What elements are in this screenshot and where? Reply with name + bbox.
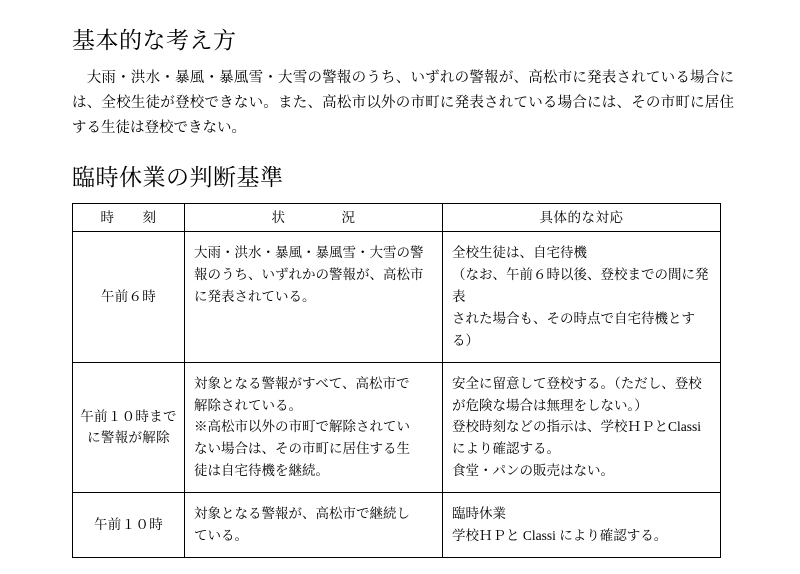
section-heading-closure-criteria: 臨時休業の判断基準	[72, 164, 284, 190]
response-line: （なお、午前６時以後、登校までの間に発表	[452, 267, 709, 305]
row-time-1	[73, 362, 185, 492]
basic-policy-paragraph	[72, 66, 740, 141]
row-time-2: 午前１０時	[73, 493, 185, 558]
row-response-0	[443, 232, 721, 362]
row-response-2	[443, 493, 721, 558]
table-header-condition: 状 況	[185, 203, 443, 232]
time-line: 午前１０時まで	[80, 408, 177, 424]
table-header-time: 時 刻	[73, 203, 185, 232]
condition-line: 対象となる警報が、高松市で継続し	[194, 506, 410, 522]
section-heading-basic-policy: 基本的な考え方	[72, 28, 237, 53]
response-line: 全校生徒は、自宅待機	[452, 245, 587, 261]
table-row	[73, 493, 721, 558]
response-line: 安全に留意して登校する。（ただし、登校	[452, 375, 702, 391]
response-line: された場合も、その時点で自宅待機とする）	[452, 311, 695, 348]
response-line: が危険な場合は無理をしない。）	[452, 397, 648, 413]
response-line: 食堂・パンの販売はない。	[452, 463, 614, 479]
condition-line: 解除されている。	[194, 397, 302, 413]
condition-line: 徒は自宅待機を継続。	[194, 463, 329, 479]
response-line: 学校ＨＰと Classi により確認する。	[452, 527, 668, 543]
response-line: 臨時休業	[452, 506, 506, 522]
row-condition-0	[185, 232, 443, 362]
condition-line: 大雨・洪水・暴風・暴風雪・大雪の警	[194, 245, 424, 261]
row-time-0: 午前６時	[73, 232, 185, 362]
table-row	[73, 232, 721, 362]
basic-policy-text: 大雨・洪水・暴風・暴風雪・大雪の警報のうち、いずれの警報が、高松市に発表されている場合には、全校生徒が登校できない。また、高松市以外の市町に発表されている場合には、その市町に居住する生徒は登校できない。	[72, 69, 734, 136]
condition-line: ている。	[194, 527, 248, 543]
row-condition-1	[185, 362, 443, 492]
row-response-1	[443, 362, 721, 492]
response-line: 登校時刻などの指示は、学校ＨＰとClassi	[452, 419, 702, 435]
time-line: に警報が解除	[87, 430, 170, 446]
row-condition-2	[185, 493, 443, 558]
condition-line: に発表されている。	[194, 289, 316, 305]
response-line: により確認する。	[452, 441, 560, 457]
condition-line: 対象となる警報がすべて、高松市で	[194, 375, 410, 391]
table-row	[73, 362, 721, 492]
closure-criteria-table	[72, 203, 721, 558]
condition-line: ない場合は、その市町に居住する生	[194, 441, 410, 457]
condition-line: ※高松市以外の市町で解除されてい	[194, 419, 410, 435]
table-header-response: 具体的な対応	[443, 203, 721, 232]
table-header-row	[73, 203, 721, 232]
condition-line: 報のうち、いずれかの警報が、高松市	[194, 267, 424, 283]
